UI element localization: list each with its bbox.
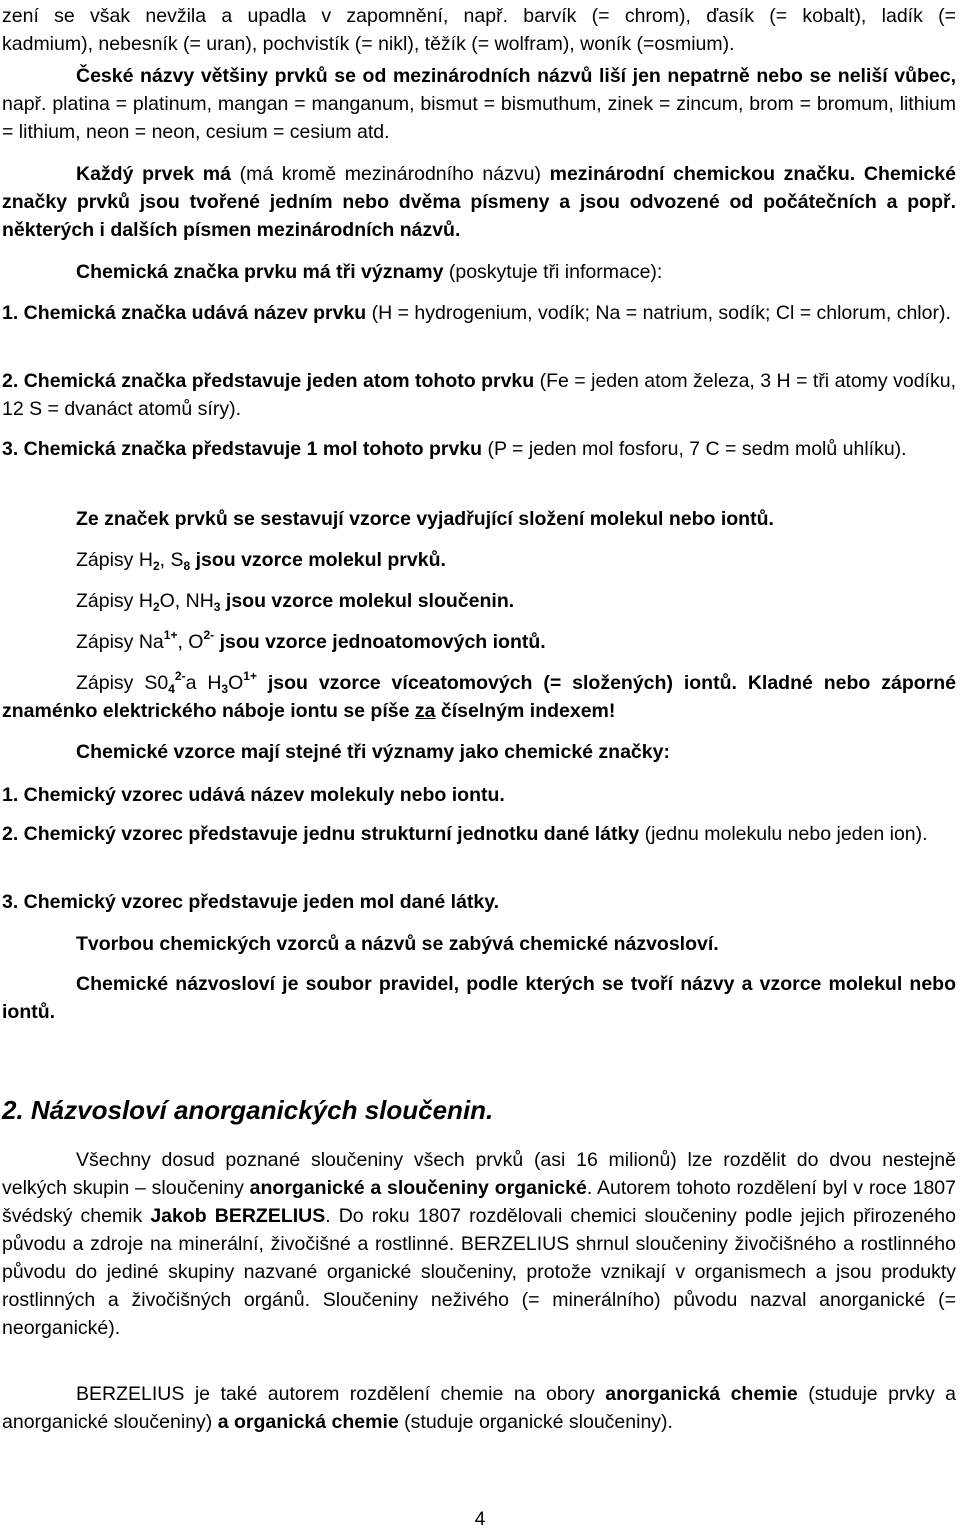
formula-text: Zápisy H xyxy=(76,590,153,612)
symbols-bold-2: mezinárodní chemickou značku. Chemické značky prvků jsou tvořené jedním nebo dvěma písmeny a jsou odvozené od počátečních a popř. některých i dalších písmen mezinárodních názvů. xyxy=(2,163,956,241)
superscript: 2- xyxy=(174,669,186,683)
nomenclature-bold-2: Chemické názvosloví je soubor pravidel, podle kterých se tvoří názvy a vzorce molekul nebo iontů. xyxy=(2,973,956,1023)
names-bold-tail: např. xyxy=(2,93,47,115)
formula-text: a H xyxy=(185,672,222,694)
formula-bold-text: jsou vzorce molekul sloučenin. xyxy=(220,590,515,612)
chemical-symbols-paragraph xyxy=(2,160,956,244)
formula-text: Zápisy Na xyxy=(76,631,164,653)
formula-line-elements xyxy=(2,546,956,574)
subscript: 3 xyxy=(213,600,221,614)
symbols-bold-1: Každý prvek má xyxy=(76,163,231,185)
nomenclature-definition xyxy=(2,930,956,958)
symbol-meaning-3 xyxy=(2,435,956,463)
item1-bold: 1. Chemická značka udává název prvku xyxy=(2,302,367,324)
item2-bold: 2. Chemická značka představuje jeden atom tohoto prvku xyxy=(2,370,535,392)
formula-line-compounds xyxy=(2,587,956,615)
section-bold: Jakob BERZELIUS xyxy=(150,1205,326,1227)
fm3-bold: 3. Chemický vzorec představuje jeden mol dané látky. xyxy=(2,891,500,913)
formula-meaning-3 xyxy=(2,888,956,916)
formula-text: , S xyxy=(159,549,184,571)
formula-meaning-2 xyxy=(2,820,956,848)
formula-bold-text: jsou vzorce víceatomových (= složených) iontů. xyxy=(256,672,737,694)
nomenclature-rules xyxy=(2,970,956,1026)
section-text: (studuje prvky a anorganické sloučeniny) xyxy=(2,1383,957,1433)
formula-bold-text: jsou vzorce jednoatomových iontů. xyxy=(214,631,546,653)
formula-meanings-heading xyxy=(2,738,956,766)
formula-meaning-1 xyxy=(2,781,956,809)
section-text: (studuje organické sloučeniny). xyxy=(398,1411,673,1433)
symbol-meanings-heading xyxy=(2,258,956,286)
fm2-text: (jednu molekulu nebo jeden ion). xyxy=(639,823,928,845)
section-text: BERZELIUS je také autorem rozdělení chemie na obory xyxy=(76,1383,606,1405)
fm1-bold: 1. Chemický vzorec udává název molekuly nebo iontu. xyxy=(2,784,505,806)
superscript: 2- xyxy=(203,628,215,642)
formula-line-monoatomic-ions xyxy=(2,628,956,656)
section-text: . Do roku 1807 rozdělovali chemici sloučeniny podle jejich přirozeného původu a zdroje na minerální, živočišné a rostlinné. BERZELIUS shrnul sloučeniny živočišného a rostlinného původu do jediné skupiny nazvané organické sloučeniny, protože vznikají v organismech a jsou produkty rostlinných a živočišných orgánů. Sloučeniny neživého (= minerálního) původu nazval anorganické (= neorganické). xyxy=(2,1205,956,1339)
section-text: . Autorem tohoto rozdělení byl v roce 1807 švédský chemik xyxy=(2,1177,956,1227)
symbol-meaning-1 xyxy=(2,299,956,327)
names-bold: České názvy většiny prvků se od mezinárodních názvů liší jen nepatrně nebo se neliší vůbec, xyxy=(76,65,956,87)
berzelius-paragraph xyxy=(2,1380,956,1436)
subscript: 3 xyxy=(221,682,229,696)
formula-line-polyatomic-ions xyxy=(2,669,956,725)
intro-line-2: kadmium), nebesník (= uran), pochvistík (= nikl), těžík (= wolfram), woník (=osmium). xyxy=(2,33,735,55)
symbols-text: (má kromě mezinárodního názvu) xyxy=(231,163,550,185)
meanings-bold: Chemická značka prvku má tři významy xyxy=(76,261,444,283)
formula-bold-text: jsou vzorce molekul prvků. xyxy=(190,549,446,571)
fm2-bold: 2. Chemický vzorec představuje jednu strukturní jednotku dané látky xyxy=(2,823,640,845)
classification-paragraph xyxy=(2,1146,956,1342)
subscript: 4 xyxy=(168,682,175,696)
element-names-paragraph xyxy=(2,62,956,146)
item2-text: (Fe = jeden atom železa, 3 H = tři atomy vodíku, 12 S = dvanáct atomů síry). xyxy=(2,370,956,420)
page-number: 4 xyxy=(474,1509,486,1530)
formula-text: , O xyxy=(177,631,204,653)
section-bold: a organická chemie xyxy=(217,1411,399,1433)
item3-text: (P = jeden mol fosforu, 7 C = sedm molů uhlíku). xyxy=(482,438,907,460)
item3-bold: 3. Chemická značka představuje 1 mol tohoto prvku xyxy=(2,438,483,460)
nomenclature-bold-1: Tvorbou chemických vzorců a názvů se zabývá chemické názvosloví. xyxy=(76,933,719,955)
formula-text: Zápisy S0 xyxy=(76,672,169,694)
formula-text: O, NH xyxy=(159,590,214,612)
intro-line-1: zení se však nevžila a upadla v zapomnění, např. barvík (= chrom), ďasík (= kobalt), ladík (= xyxy=(2,5,956,27)
formulas-intro xyxy=(2,505,956,533)
underlined-word: za xyxy=(414,700,436,722)
subscript: 2 xyxy=(152,600,160,614)
section-bold: anorganická chemie xyxy=(605,1383,798,1405)
formula-text: Zápisy H xyxy=(76,549,153,571)
formula-bold-text: Kladné nebo záporné znaménko elektrického náboje iontu se píše xyxy=(2,672,956,722)
intro-paragraph xyxy=(2,2,956,58)
formula-meanings-bold: Chemické vzorce mají stejné tři významy jako chemické značky: xyxy=(76,741,670,763)
subscript: 8 xyxy=(183,559,191,573)
symbol-meaning-2 xyxy=(2,367,956,423)
superscript: 1+ xyxy=(243,669,257,683)
section-heading: 2. Názvosloví anorganických sloučenin. xyxy=(2,1095,494,1125)
section-bold: anorganické a sloučeniny organické xyxy=(249,1177,587,1199)
formulas-intro-bold: Ze značek prvků se sestavují vzorce vyjadřující složení molekul nebo iontů. xyxy=(76,508,774,530)
formula-bold-text: číselným indexem! xyxy=(435,700,616,722)
meanings-text: (poskytuje tři informace): xyxy=(443,261,663,283)
section-text: Všechny dosud poznané sloučeniny všech prvků (asi 16 milionů) lze rozdělit do dvou nestejně velkých skupin – sloučeniny xyxy=(2,1149,956,1199)
subscript: 2 xyxy=(152,559,160,573)
names-text: platina = platinum, mangan = manganum, bismut = bismuthum, zinek = zincum, brom = bromum, lithium = lithium, neon = neon, cesium = cesium atd. xyxy=(2,93,956,143)
superscript: 1+ xyxy=(163,628,178,642)
formula-text: O xyxy=(228,672,244,694)
item1-text: (H = hydrogenium, vodík; Na = natrium, sodík; Cl = chlorum, chlor). xyxy=(366,302,951,324)
